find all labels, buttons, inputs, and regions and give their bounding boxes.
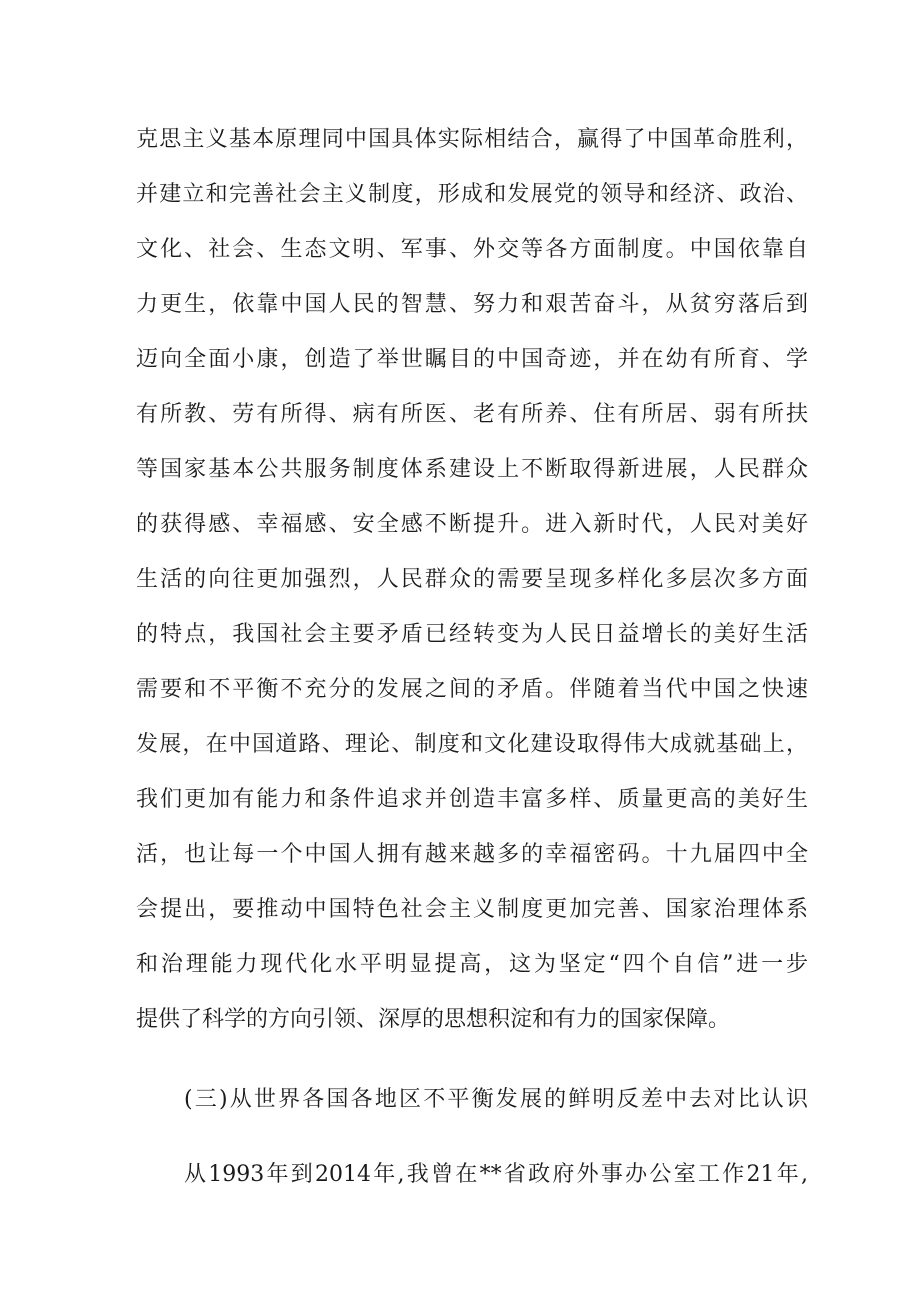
paragraph-line: 生活的向往更加强烈，人民群众的需要呈现多样化多层次多方面 — [136, 567, 808, 592]
paragraph-line: 的特点，我国社会主要矛盾已经转变为人民日益增长的美好生活 — [136, 622, 808, 647]
paragraph-line: 发展，在中国道路、理论、制度和文化建设取得伟大成就基础上， — [136, 732, 808, 757]
paragraph-line: 并建立和完善社会主义制度，形成和发展党的领导和经济、政治、 — [136, 182, 808, 207]
paragraph-line: 活，也让每一个中国人拥有越来越多的幸福密码。十九届四中全 — [136, 842, 808, 867]
paragraph-line: 会提出，要推动中国特色社会主义制度更加完善、国家治理体系 — [136, 897, 808, 922]
paragraph-line: 需要和不平衡不充分的发展之间的矛盾。伴随着当代中国之快速 — [136, 677, 808, 702]
paragraph-line: 迈向全面小康，创造了举世瞩目的中国奇迹，并在幼有所育、学 — [136, 347, 808, 372]
paragraph-line: 从1993年到2014年,我曾在**省政府外事办公室工作21年, — [184, 1162, 808, 1187]
paragraph-line: 有所教、劳有所得、病有所医、老有所养、住有所居、弱有所扶 — [136, 402, 808, 427]
paragraph-line: 克思主义基本原理同中国具体实际相结合，赢得了中国革命胜利， — [136, 127, 808, 152]
paragraph-line: 力更生，依靠中国人民的智慧、努力和艰苦奋斗，从贫穷落后到 — [136, 292, 808, 317]
section-heading: (三)从世界各国各地区不平衡发展的鲜明反差中去对比认识 — [184, 1087, 808, 1112]
paragraph-line: 文化、社会、生态文明、军事、外交等各方面制度。中国依靠自 — [136, 237, 808, 262]
paragraph-line: 等国家基本公共服务制度体系建设上不断取得新进展，人民群众 — [136, 457, 808, 482]
paragraph-line: 的获得感、幸福感、安全感不断提升。进入新时代，人民对美好 — [136, 512, 808, 537]
paragraph-line: 提供了科学的方向引领、深厚的思想积淀和有力的国家保障。 — [136, 1007, 731, 1032]
paragraph-line: 我们更加有能力和条件追求并创造丰富多样、质量更高的美好生 — [136, 787, 808, 812]
paragraph-line: 和治理能力现代化水平明显提高，这为坚定“四个自信”进一步 — [136, 952, 808, 977]
